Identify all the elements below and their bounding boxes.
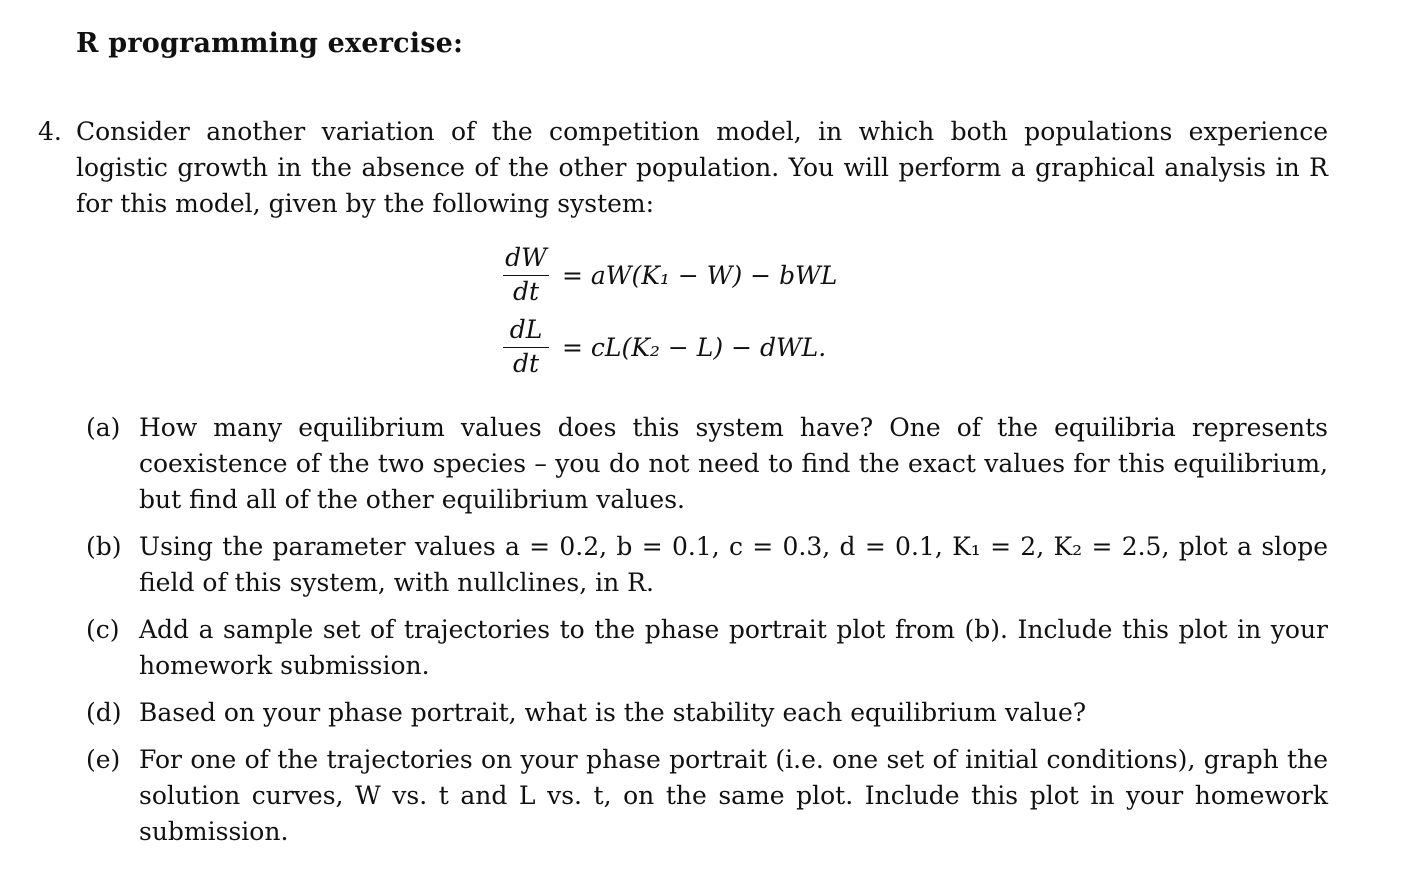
- equation-dl-dt: [500, 316, 826, 378]
- part-c: [86, 612, 1328, 684]
- derivative-fraction: [500, 244, 552, 306]
- problem-parts-list: [86, 410, 1328, 861]
- fraction-bar: [503, 275, 549, 276]
- part-label: (b): [86, 532, 122, 561]
- fraction-denominator: dt: [512, 349, 540, 378]
- equation-rhs: = aW(K₁ − W) − bWL: [562, 260, 838, 290]
- part-label: (e): [86, 745, 121, 774]
- part-text: How many equilibrium values does this system have? One of the equilibria represents coexistence of the two species – you do not need to find the exact values for this equilibrium, but find all of the other equilibrium values.: [139, 413, 1328, 514]
- part-text: Add a sample set of trajectories to the phase portrait plot from (b). Include this plot in your homework submission.: [139, 615, 1328, 680]
- fraction-denominator: dt: [512, 277, 540, 306]
- equation-system: [500, 244, 1000, 394]
- part-text: For one of the trajectories on your phase portrait (i.e. one set of initial conditions), graph the solution curves, W vs. t and L vs. t, on the same plot. Include this plot in your homework submission.: [139, 745, 1328, 846]
- fraction-bar: [503, 347, 549, 348]
- part-b: [86, 529, 1328, 601]
- exercise-heading: R programming exercise:: [76, 28, 464, 59]
- part-label: (a): [86, 413, 121, 442]
- part-d: [86, 695, 1328, 731]
- fraction-numerator: dW: [505, 243, 547, 272]
- fraction-numerator: dL: [509, 315, 543, 344]
- problem-intro: Consider another variation of the competition model, in which both populations experience logistic growth in the absence of the other population. You will perform a graphical analysis in R for this model, given by the following system:: [76, 117, 1328, 218]
- part-text: Based on your phase portrait, what is the stability each equilibrium value?: [139, 698, 1087, 727]
- equation-dw-dt: [500, 244, 837, 306]
- part-a: [86, 410, 1328, 518]
- derivative-fraction: [500, 316, 552, 378]
- part-label: (d): [86, 698, 122, 727]
- part-text: Using the parameter values a = 0.2, b = 0.1, c = 0.3, d = 0.1, K₁ = 2, K₂ = 2.5, plot a slope field of this system, with nullclines, in R.: [139, 532, 1328, 597]
- equation-rhs: = cL(K₂ − L) − dWL.: [562, 332, 827, 362]
- part-label: (c): [86, 615, 120, 644]
- part-e: [86, 742, 1328, 850]
- problem-number: 4.: [38, 117, 62, 146]
- problem-4: [38, 114, 1328, 222]
